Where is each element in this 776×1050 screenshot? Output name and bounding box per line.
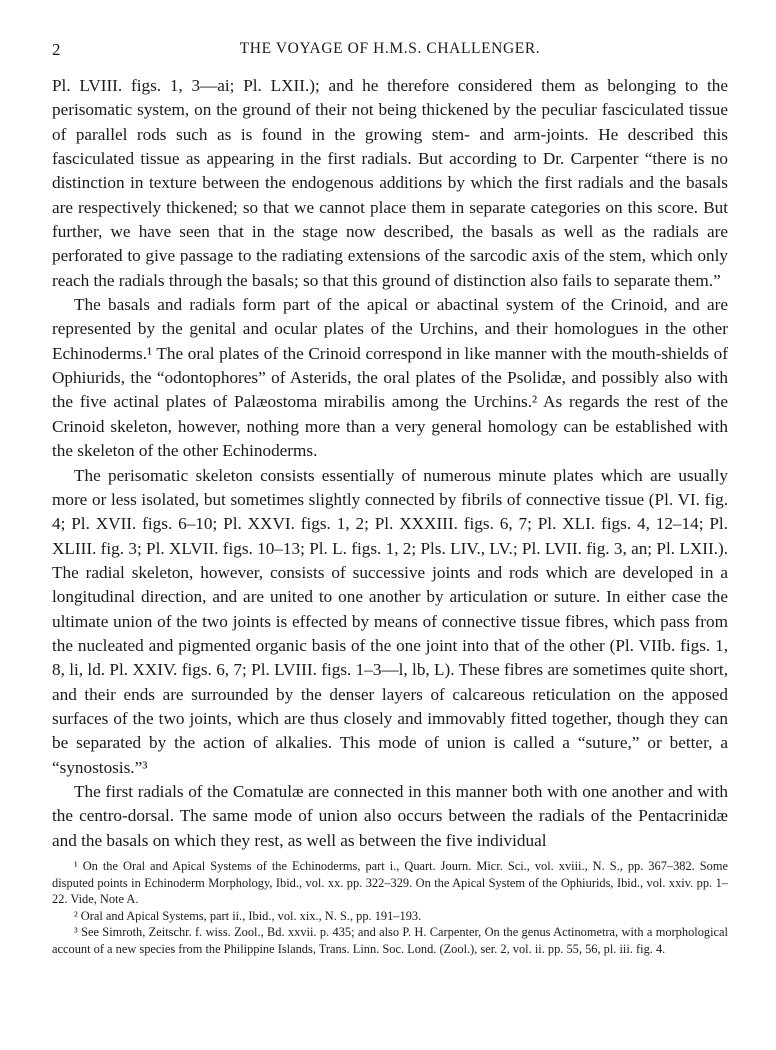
running-head: THE VOYAGE OF H.M.S. CHALLENGER. [239,40,541,57]
body-text [52,74,728,853]
page-header [52,40,728,64]
paragraph-1: Pl. LVIII. figs. 1, 3—ai; Pl. LXII.); and he therefore considered them as belonging to the perisomatic system, on the ground of their not being thickened by the peculiar fasciculated tissue of parallel rods such as is found in the growing stem- and arm-joints. He described this fasciculated tissue as appearing in the first radials. But according to Dr. Carpenter “there is no distinction in texture between the endogenous additions by which the first radials and the basals are respectively thickened; so that we cannot place them in separate categories on this score. But further, we have seen that in the stage now described, the basals as well as the radials are perforated to give passage to the radiating extensions of the sarcodic axis of the stem, which only reach the radials through the basals; so that this ground of distinction also fails to separate them.” [52,76,728,290]
document-page [52,40,728,958]
page-number: 2 [52,40,62,59]
paragraph-2: The basals and radials form part of the apical or abactinal system of the Crinoid, and are represented by the genital and ocular plates of the Urchins, and their homologues in the other Echinoderms.¹ The oral plates of the Crinoid correspond in like manner with the mouth-shields of Ophiurids, the “odontophores” of Asterids, the oral plates of the Psolidæ, and possibly also with the five actinal plates of Palæostoma mirabilis among the Urchins.² As regards the rest of the Crinoid skeleton, however, nothing more than a very general homology can be established with the skeleton of the other Echinoderms. [52,295,728,461]
footnote-2: ² Oral and Apical Systems, part ii., Ibid., vol. xix., N. S., pp. 191–193. [74,908,422,923]
footnote-3: ³ See Simroth, Zeitschr. f. wiss. Zool., Bd. xxvii. p. 435; and also P. H. Carpenter, On the genus Actinometra, with a morphological account of a new species from the Philippine Islands, Trans. Linn. Soc. Lond. (Zool.), ser. 2, vol. ii. pp. 55, 56, pl. iii. fig. 4. [52,925,728,956]
paragraph-3: The perisomatic skeleton consists essentially of numerous minute plates which are usually more or less isolated, but sometimes slightly connected by fibrils of connective tissue (Pl. VI. fig. 4; Pl. XVII. figs. 6–10; Pl. XXVI. figs. 1, 2; Pl. XXXIII. figs. 6, 7; Pl. XLI. figs. 4, 12–14; Pl. XLIII. fig. 3; Pl. XLVII. figs. 10–13; Pl. L. figs. 1, 2; Pls. LIV., LV.; Pl. LVII. fig. 3, an; Pl. LXII.). The radial skeleton, however, consists of successive joints and rods which are developed in a longitudinal direction, and are united to one another by articulation or suture. In either case the ultimate union of the two joints is effected by means of connective tissue fibres, which pass from the nucleated and pigmented organic basis of the one joint into that of the other (Pl. VIIb. figs. 1, 8, li, ld. Pl. XXIV. figs. 6, 7; Pl. LVIII. figs. 1–3—l, lb, L). These fibres are sometimes quite short, and their ends are surrounded by the denser layers of calcareous reticulation on the apposed surfaces of the two joints, which are thus closely and immovably fitted together, though they can be separated by the action of alkalies. This mode of union is called a “suture,” or better, a “synostosis.”³ [52,465,728,777]
paragraph-4: The first radials of the Comatulæ are connected in this manner both with one another and with the centro-dorsal. The same mode of union also occurs between the radials of the Pentacrinidæ and the basals on which they rest, as well as between the five individual [52,781,728,850]
footnote-1: ¹ On the Oral and Apical Systems of the Echinoderms, part i., Quart. Journ. Micr. Sci., vol. xviii., N. S., pp. 367–382. Some disputed points in Echinoderm Morphology, Ibid., vol. xx. pp. 322–329. On the Apical System of the Ophiurids, Ibid., vol. xxiv. pp. 1–22. Vide, Note A. [52,859,728,907]
footnotes [52,858,728,958]
